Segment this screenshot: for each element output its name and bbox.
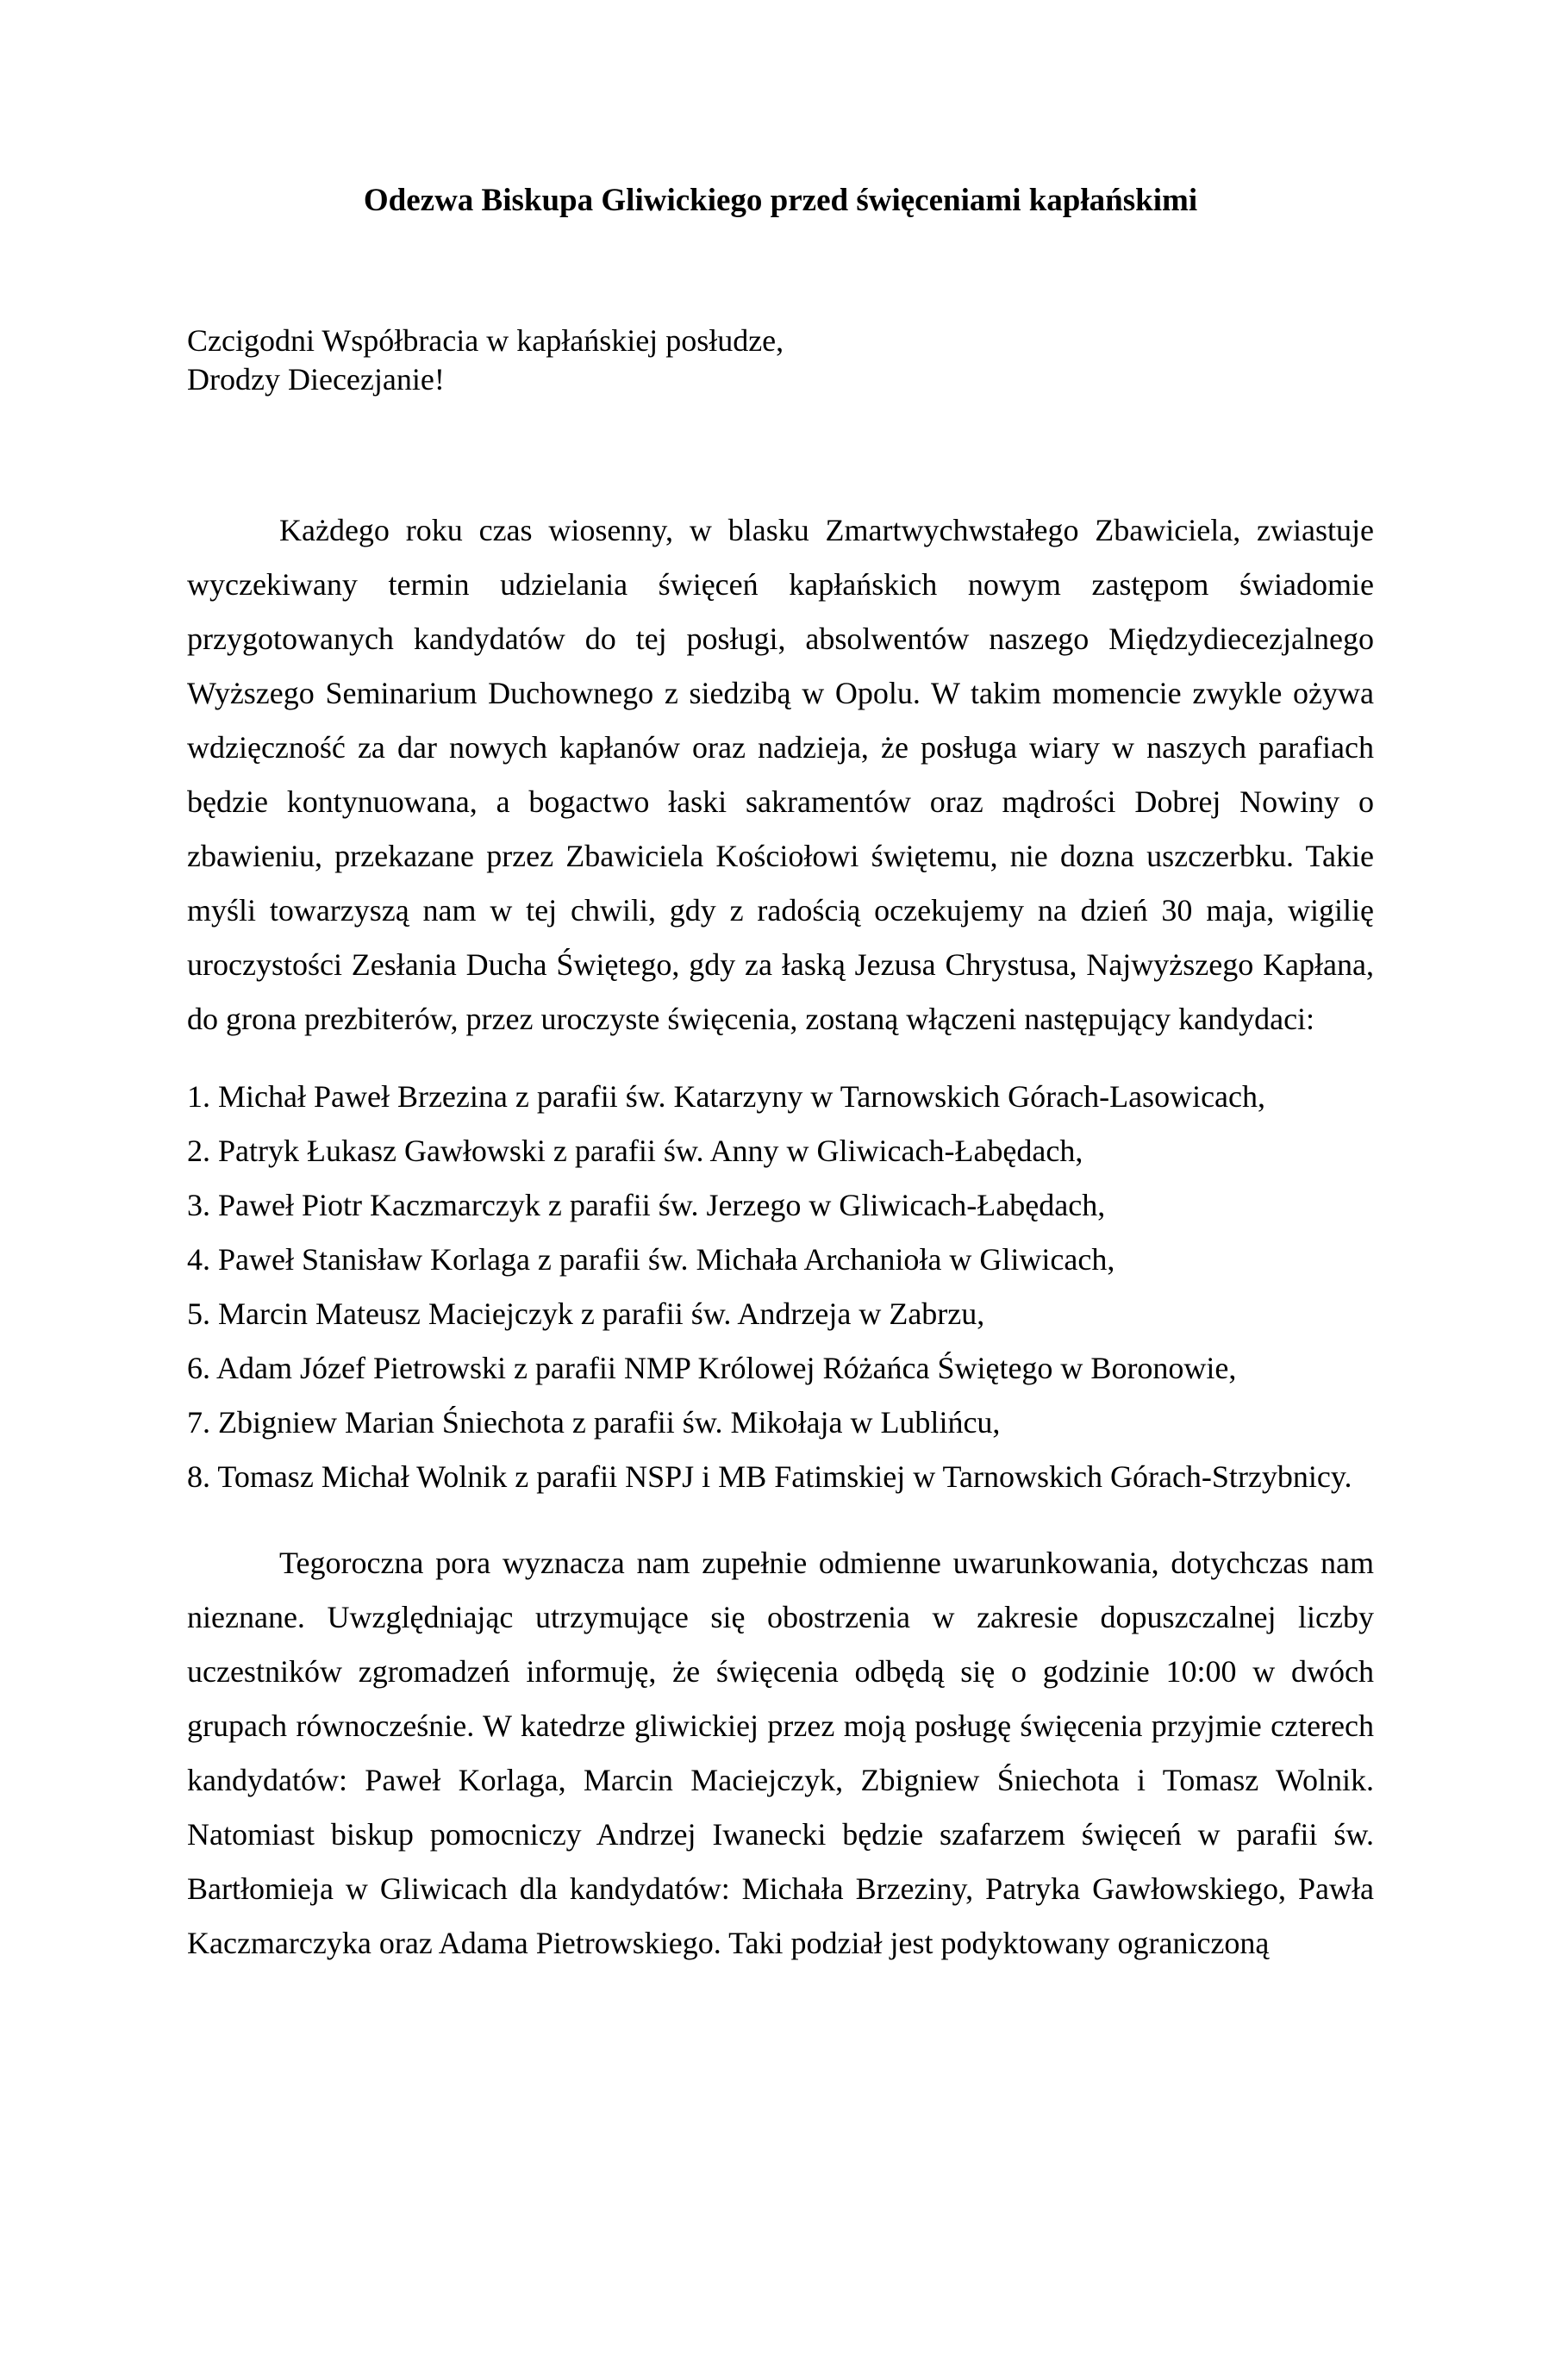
paragraph-intro: Każdego roku czas wiosenny, w blasku Zmartwychwstałego Zbawiciela, zwiastuje wyczekiwany termin udzielania święceń kapłańskich nowym zastępom świadomie przygotowanych kandydatów do tej posługi, absolwentów naszego Międzydiecezjalnego Wyższego Seminarium Duchownego z siedzibą w Opolu. W takim momencie zwykle ożywa wdzięczność za dar nowych kapłanów oraz nadzieja, że posługa wiary w naszych parafiach będzie kontynuowana, a bogactwo łaski sakramentów oraz mądrości Dobrej Nowiny o zbawieniu, przekazane przez Zbawiciela Kościołowi świętemu, nie dozna uszczerbku. Takie myśli towarzyszą nam w tej chwili, gdy z radością oczekujemy na dzień 30 maja, wigilię uroczystości Zesłania Ducha Świętego, gdy za łaską Jezusa Chrystusa, Najwyższego Kapłana, do grona prezbiterów, przez uroczyste święcenia, zostaną włączeni następujący kandydaci:	[187, 513, 1374, 1036]
candidate-item-7: 7. Zbigniew Marian Śniechota z parafii św. Mikołaja w Lublińcu,	[187, 1405, 1001, 1440]
salutation-block	[187, 322, 1374, 399]
salutation-line-2: Drodzy Diecezjanie!	[187, 362, 445, 397]
candidate-item-5: 5. Marcin Mateusz Maciejczyk z parafii św. Andrzeja w Zabrzu,	[187, 1296, 985, 1331]
candidate-item-1: 1. Michał Paweł Brzezina z parafii św. Katarzyny w Tarnowskich Górach-Lasowicach,	[187, 1079, 1265, 1114]
document-page	[0, 173, 1561, 2380]
candidate-item-4: 4. Paweł Stanisław Korlaga z parafii św. Michała Archanioła w Gliwicach,	[187, 1242, 1115, 1277]
candidate-list	[187, 1070, 1374, 1504]
candidate-item-8: 8. Tomasz Michał Wolnik z parafii NSPJ i MB Fatimskiej w Tarnowskich Górach-Strzybnicy.	[187, 1459, 1352, 1494]
document-title: Odezwa Biskupa Gliwickiego przed święceniami kapłańskimi	[363, 183, 1198, 218]
paragraph-closing: Tegoroczna pora wyznacza nam zupełnie odmienne uwarunkowania, dotychczas nam nieznane. Uwzględniając utrzymujące się obostrzenia w zakresie dopuszczalnej liczby uczestników zgromadzeń informuję, że święcenia odbędą się o godzinie 10:00 w dwóch grupach równocześnie. W katedrze gliwickiej przez moją posługę święcenia przyjmie czterech kandydatów: Paweł Korlaga, Marcin Maciejczyk, Zbigniew Śniechota i Tomasz Wolnik. Natomiast biskup pomocniczy Andrzej Iwanecki będzie szafarzem święceń w parafii św. Bartłomieja w Gliwicach dla kandydatów: Michała Brzeziny, Patryka Gawłowskiego, Pawła Kaczmarczyka oraz Adama Pietrowskiego. Taki podział jest podyktowany ograniczoną	[187, 1546, 1374, 1960]
salutation-line-1: Czcigodni Współbracia w kapłańskiej posłudze,	[187, 323, 784, 358]
candidate-item-2: 2. Patryk Łukasz Gawłowski z parafii św. Anny w Gliwicach-Łabędach,	[187, 1134, 1083, 1168]
candidate-item-6: 6. Adam Józef Pietrowski z parafii NMP Królowej Różańca Świętego w Boronowie,	[187, 1351, 1237, 1385]
candidate-item-3: 3. Paweł Piotr Kaczmarczyk z parafii św. Jerzego w Gliwicach-Łabędach,	[187, 1188, 1106, 1222]
